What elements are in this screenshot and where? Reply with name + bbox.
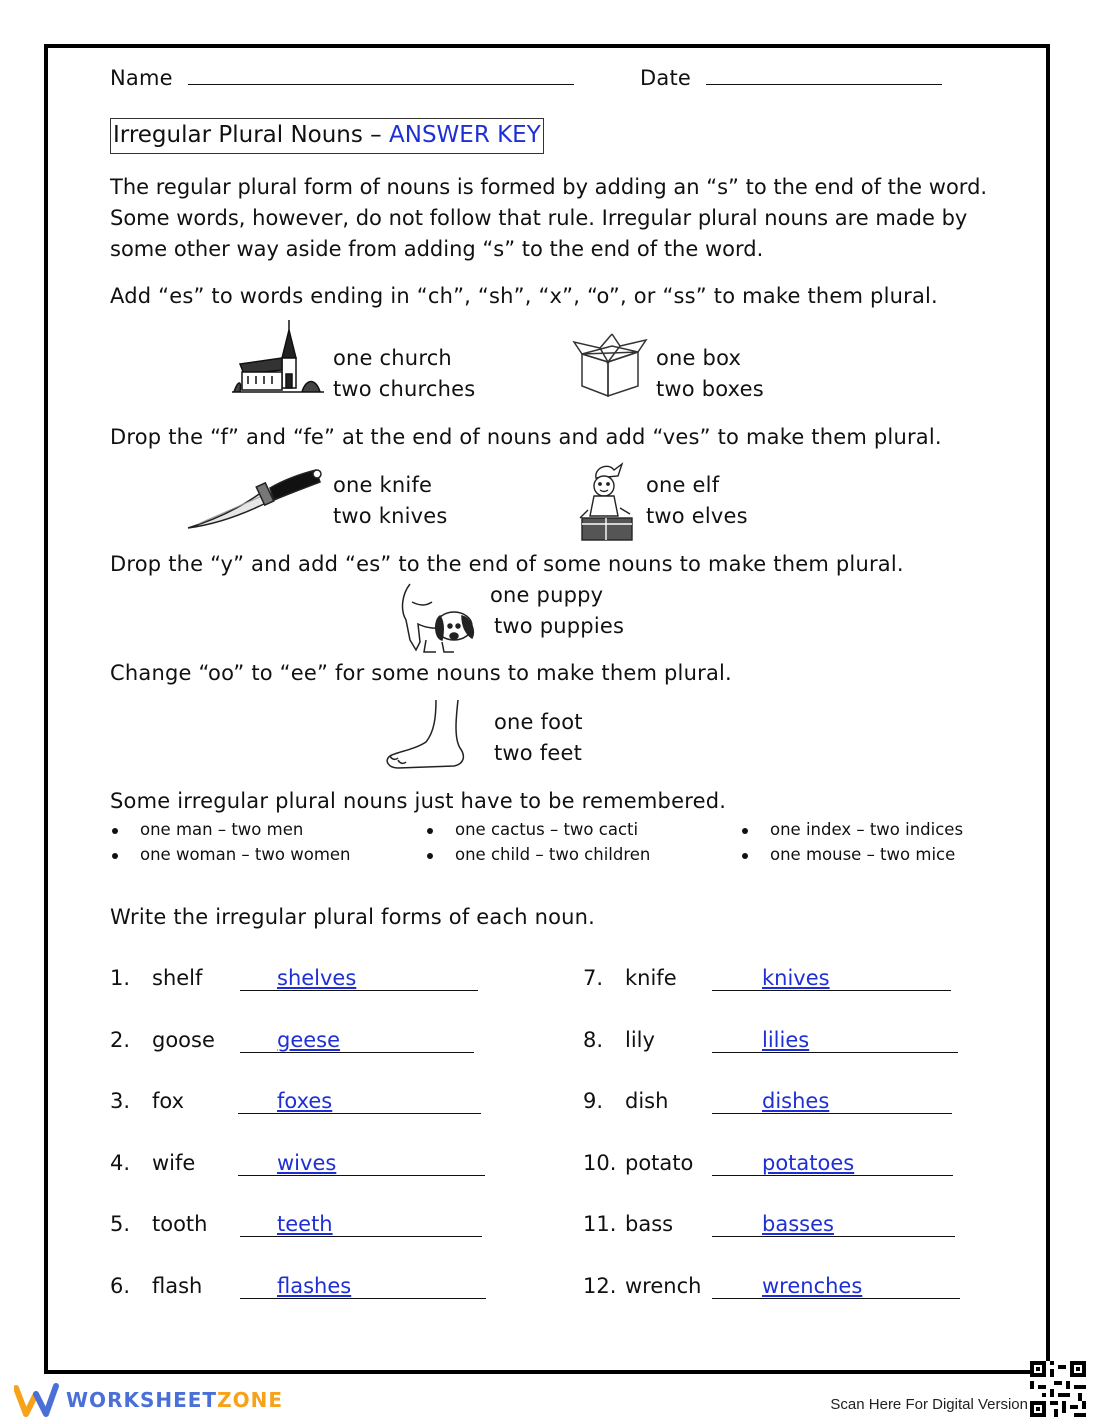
exercise-word: wrench bbox=[625, 1274, 702, 1298]
exercise-row bbox=[110, 1274, 510, 1304]
exercise-row bbox=[110, 1028, 510, 1058]
exercise-word: wife bbox=[152, 1151, 196, 1175]
rule-remember: Some irregular plural nouns just have to be remembered. bbox=[110, 789, 727, 813]
puppy-icon bbox=[396, 580, 482, 654]
answer-blank[interactable] bbox=[712, 1089, 952, 1114]
bullet-icon bbox=[112, 828, 118, 834]
elf-plural: two elves bbox=[646, 504, 748, 528]
answer-value: wives bbox=[277, 1151, 337, 1175]
answer-value: shelves bbox=[277, 966, 357, 990]
exercise-row bbox=[583, 1151, 983, 1181]
foot-plural: two feet bbox=[494, 741, 582, 765]
answer-value: lilies bbox=[762, 1028, 810, 1052]
rule-ves: Drop the “f” and “fe” at the end of nouns and add “ves” to make them plural. bbox=[110, 425, 942, 449]
answer-value: geese bbox=[277, 1028, 341, 1052]
exercise-word: fox bbox=[152, 1089, 185, 1113]
answer-value: wrenches bbox=[762, 1274, 863, 1298]
exercise-number: 2. bbox=[110, 1028, 131, 1052]
exercise-word: shelf bbox=[152, 966, 203, 990]
answer-blank[interactable] bbox=[712, 966, 951, 991]
exercise-row bbox=[110, 1089, 510, 1119]
rule-oo: Change “oo” to “ee” for some nouns to make them plural. bbox=[110, 661, 732, 685]
church-plural: two churches bbox=[333, 377, 476, 401]
box-singular: one box bbox=[656, 346, 742, 370]
puppy-plural: two puppies bbox=[494, 614, 625, 638]
exercise-row bbox=[583, 966, 983, 996]
bullet-icon bbox=[112, 853, 118, 859]
exercise-word: lily bbox=[625, 1028, 655, 1052]
list-item: one cactus – two cacti bbox=[427, 820, 638, 839]
bullet-icon bbox=[742, 828, 748, 834]
exercise-number: 10. bbox=[583, 1151, 617, 1175]
list-item: one woman – two women bbox=[112, 845, 351, 864]
knife-singular: one knife bbox=[333, 473, 433, 497]
puppy-singular: one puppy bbox=[490, 583, 604, 607]
elf-singular: one elf bbox=[646, 473, 720, 497]
exercise-word: dish bbox=[625, 1089, 669, 1113]
exercise-number: 3. bbox=[110, 1089, 131, 1113]
exercise-word: tooth bbox=[152, 1212, 208, 1236]
rule-es: Add “es” to words ending in “ch”, “sh”, “x”, “o”, or “ss” to make them plural. bbox=[110, 284, 938, 308]
date-blank[interactable] bbox=[706, 84, 942, 85]
answer-blank[interactable] bbox=[240, 1028, 474, 1053]
bullet-icon bbox=[742, 853, 748, 859]
exercise-row bbox=[110, 1212, 510, 1242]
list-item: one index – two indices bbox=[742, 820, 963, 839]
church-icon bbox=[232, 318, 324, 396]
exercise-number: 8. bbox=[583, 1028, 604, 1052]
answer-value: teeth bbox=[277, 1212, 333, 1236]
list-item: one man – two men bbox=[112, 820, 303, 839]
foot-icon bbox=[384, 698, 470, 772]
answer-value: knives bbox=[762, 966, 830, 990]
worksheet-title bbox=[110, 118, 544, 154]
exercise-row bbox=[583, 1274, 983, 1304]
exercise-word: flash bbox=[152, 1274, 203, 1298]
knife-plural: two knives bbox=[333, 504, 448, 528]
exercise-number: 12. bbox=[583, 1274, 617, 1298]
answer-blank[interactable] bbox=[238, 1151, 485, 1176]
scan-caption: Scan Here For Digital Version bbox=[830, 1396, 1028, 1413]
exercise-number: 7. bbox=[583, 966, 604, 990]
exercise-number: 11. bbox=[583, 1212, 617, 1236]
name-blank[interactable] bbox=[188, 84, 574, 85]
intro-paragraph: The regular plural form of nouns is formed by adding an “s” to the end of the word. Some words, however, do not follow that rule. Irregular plural nouns are made by some other way aside from adding “s” to the end of the word. bbox=[110, 175, 988, 261]
church-singular: one church bbox=[333, 346, 452, 370]
exercise-number: 9. bbox=[583, 1089, 604, 1113]
exercise-number: 6. bbox=[110, 1274, 131, 1298]
answer-value: potatoes bbox=[762, 1151, 855, 1175]
exercise-row bbox=[110, 1151, 510, 1181]
exercise-row bbox=[583, 1028, 983, 1058]
exercise-number: 5. bbox=[110, 1212, 131, 1236]
exercise-word: knife bbox=[625, 966, 677, 990]
elf-icon bbox=[576, 462, 638, 546]
exercise-row bbox=[110, 966, 510, 996]
exercise-row bbox=[583, 1089, 983, 1119]
name-label: Name bbox=[110, 66, 173, 90]
exercise-word: potato bbox=[625, 1151, 694, 1175]
title-main: Irregular Plural Nouns – bbox=[113, 122, 382, 148]
exercise-word: bass bbox=[625, 1212, 674, 1236]
answer-blank[interactable] bbox=[712, 1028, 958, 1053]
name-label-row bbox=[110, 66, 574, 90]
box-plural: two boxes bbox=[656, 377, 764, 401]
exercise-number: 1. bbox=[110, 966, 131, 990]
rule-y: Drop the “y” and add “es” to the end of some nouns to make them plural. bbox=[110, 552, 904, 576]
answer-value: flashes bbox=[277, 1274, 352, 1298]
answer-blank[interactable] bbox=[238, 1089, 481, 1114]
bullet-icon bbox=[427, 828, 433, 834]
answer-value: foxes bbox=[277, 1089, 333, 1113]
exercise-number: 4. bbox=[110, 1151, 131, 1175]
exercise-word: goose bbox=[152, 1028, 215, 1052]
exercise-row bbox=[583, 1212, 983, 1242]
answer-value: dishes bbox=[762, 1089, 830, 1113]
bullet-icon bbox=[427, 853, 433, 859]
list-item: one child – two children bbox=[427, 845, 650, 864]
knife-icon bbox=[184, 462, 324, 534]
brand-name[interactable]: WORKSHEETZONE bbox=[66, 1388, 283, 1412]
foot-singular: one foot bbox=[494, 710, 583, 734]
list-item: one mouse – two mice bbox=[742, 845, 955, 864]
answer-value: basses bbox=[762, 1212, 834, 1236]
date-label-row bbox=[640, 66, 942, 90]
answer-key-label: ANSWER KEY bbox=[389, 122, 541, 148]
date-label: Date bbox=[640, 66, 691, 90]
exercise-prompt: Write the irregular plural forms of each noun. bbox=[110, 905, 596, 929]
answer-blank[interactable] bbox=[240, 966, 478, 991]
box-icon bbox=[572, 332, 648, 398]
qr-code-icon[interactable] bbox=[1030, 1360, 1086, 1418]
worksheetzone-logo-icon[interactable] bbox=[14, 1382, 60, 1418]
